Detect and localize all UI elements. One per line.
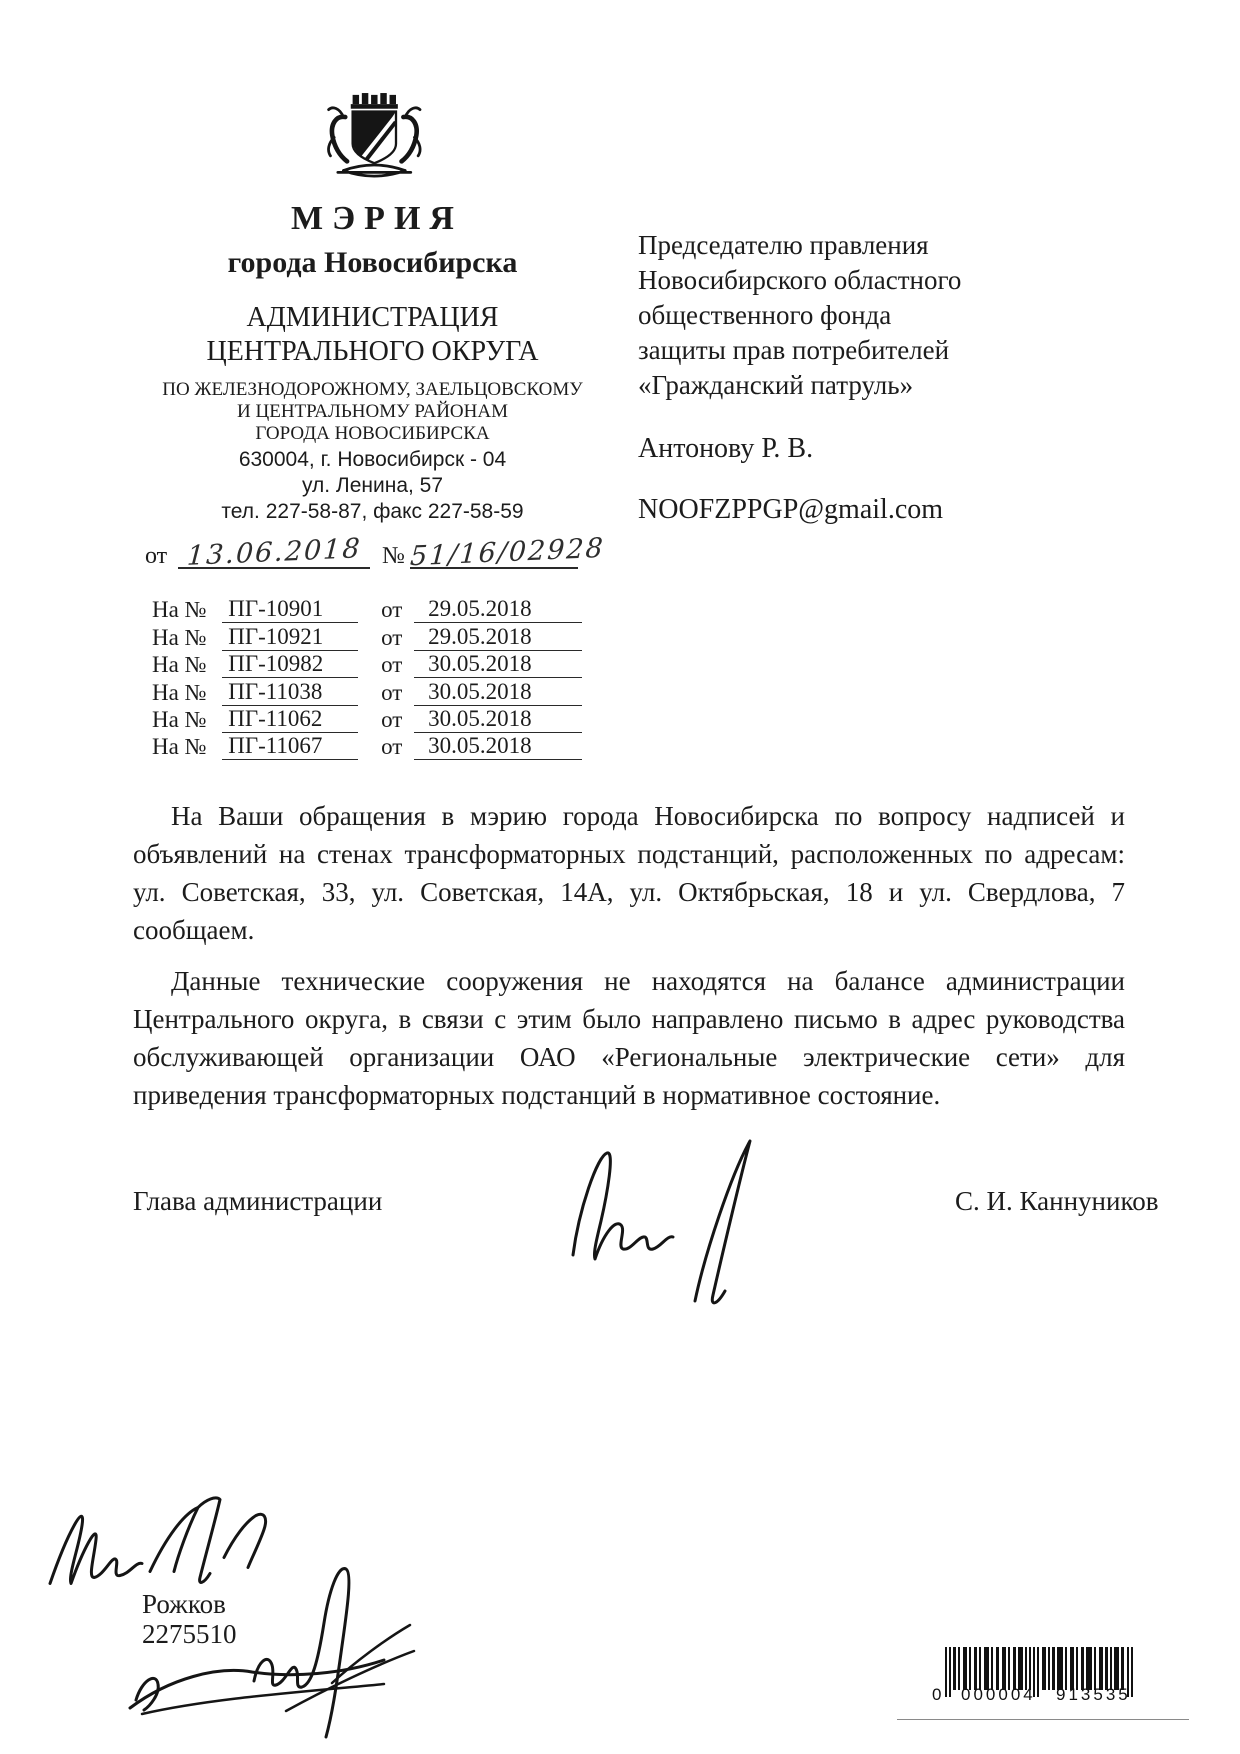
addressee-line3: общественного фонда bbox=[638, 300, 892, 330]
addressee-name: Антонову Р. В. bbox=[638, 433, 814, 464]
reference-number: ПГ-10901 bbox=[222, 596, 358, 623]
reference-na-label: На № bbox=[152, 597, 207, 623]
body-paragraph-1: На Ваши обращения в мэрию города Новосибирска по вопросу надписей и объявлений на стенах трансформаторных подстанций, расположенных по адресам: ул. Советская, 33, ул. Советская, 14А, ул. Октябрьская, 18 и ул. Свердлова, 7 сообщаем. bbox=[133, 801, 1125, 945]
reference-date: 30.05.2018 bbox=[414, 651, 582, 678]
reference-date: 29.05.2018 bbox=[414, 596, 582, 623]
reference-ot-label: от bbox=[381, 706, 403, 732]
districts-subtitle bbox=[115, 379, 630, 445]
reference-date: 30.05.2018 bbox=[414, 679, 582, 706]
reference-na-label: На № bbox=[152, 706, 207, 732]
outgoing-from-label: от bbox=[145, 543, 168, 569]
letter-body bbox=[133, 797, 1125, 1114]
reference-na-label: На № bbox=[152, 652, 207, 678]
districts-line3: ГОРОДА НОВОСИБИРСКА bbox=[255, 423, 490, 444]
reference-number: ПГ-11067 bbox=[222, 733, 358, 760]
reference-ot-label: от bbox=[381, 679, 403, 705]
executor-phone: 2275510 bbox=[142, 1619, 237, 1649]
flourish-signature-icon bbox=[122, 1650, 392, 1725]
reference-number: ПГ-11038 bbox=[222, 679, 358, 706]
outgoing-date-field bbox=[178, 533, 370, 572]
reference-row bbox=[152, 706, 582, 733]
reference-row bbox=[152, 733, 582, 760]
address-line3: тел. 227-58-87, факс 227-58-59 bbox=[221, 500, 524, 523]
barcode-digit-left: 0 bbox=[932, 1685, 942, 1704]
reference-row bbox=[152, 651, 582, 678]
addressee-line2: Новосибирского областного bbox=[638, 265, 962, 295]
head-signature-icon bbox=[545, 1123, 775, 1308]
reference-date: 30.05.2018 bbox=[414, 733, 582, 760]
addressee-line4: защиты прав потребителей bbox=[638, 335, 950, 365]
addressee-email: NOOFZPPGP@gmail.com bbox=[638, 494, 944, 525]
barcode-digits-group1: 000004 bbox=[961, 1685, 1036, 1704]
org-title-line2: города Новосибирска bbox=[227, 246, 518, 279]
body-paragraph-2: Данные технические сооружения не находятся на балансе администрации Центрального округа, в связи с этим было направлено письмо в адрес руководства обслуживающей организации ОАО «Региональные электрические сети» для приведения трансформаторных подстанций в нормативное состояние. bbox=[133, 966, 1125, 1110]
reference-ot-label: от bbox=[381, 652, 403, 678]
reference-number: ПГ-10982 bbox=[222, 651, 358, 678]
addressee-line5: «Гражданский патруль» bbox=[638, 370, 914, 400]
postal-address bbox=[115, 447, 630, 525]
department-line1: АДМИНИСТРАЦИЯ bbox=[246, 302, 499, 333]
districts-line1: ПО ЖЕЛЕЗНОДОРОЖНОМУ, ЗАЕЛЬЦОВСКОМУ bbox=[162, 379, 583, 400]
org-title-line1: МЭРИЯ bbox=[291, 200, 463, 237]
outgoing-number-label: № bbox=[382, 543, 405, 569]
novosibirsk-coat-of-arms-icon bbox=[312, 93, 432, 190]
reference-row bbox=[152, 678, 582, 705]
reference-row bbox=[152, 596, 582, 623]
department-title bbox=[115, 301, 630, 369]
incoming-references-table bbox=[152, 596, 582, 760]
reference-date: 30.05.2018 bbox=[414, 706, 582, 733]
signer-position: Глава администрации bbox=[133, 1186, 383, 1216]
signer-name: С. И. Каннуников bbox=[955, 1186, 1159, 1216]
districts-line2: И ЦЕНТРАЛЬНОМУ РАЙОНАМ bbox=[237, 401, 508, 422]
address-line2: ул. Ленина, 57 bbox=[301, 474, 444, 497]
reference-date: 29.05.2018 bbox=[414, 624, 582, 651]
reference-ot-label: от bbox=[381, 624, 403, 650]
reference-row bbox=[152, 623, 582, 650]
outgoing-date-value: 13.06.2018 bbox=[185, 533, 363, 572]
reference-ot-label: от bbox=[381, 597, 403, 623]
barcode-digits-group2: 913535 bbox=[1056, 1685, 1131, 1704]
reference-number: ПГ-11062 bbox=[222, 706, 358, 733]
department-line2: ЦЕНТРАЛЬНОГО ОКРУГА bbox=[206, 336, 539, 367]
reference-ot-label: от bbox=[381, 734, 403, 760]
addressee-block bbox=[638, 228, 1108, 403]
addressee-line1: Председателю правления bbox=[638, 230, 929, 260]
outgoing-number-field bbox=[409, 532, 606, 573]
reference-na-label: На № bbox=[152, 624, 207, 650]
address-line1: 630004, г. Новосибирск - 04 bbox=[238, 448, 507, 471]
executor-name: Рожков bbox=[142, 1589, 226, 1619]
reference-na-label: На № bbox=[152, 734, 207, 760]
scan-artifact-line bbox=[897, 1719, 1189, 1720]
reference-na-label: На № bbox=[152, 679, 207, 705]
reference-number: ПГ-10921 bbox=[222, 624, 358, 651]
outgoing-number-value: 51/16/02928 bbox=[409, 532, 606, 573]
